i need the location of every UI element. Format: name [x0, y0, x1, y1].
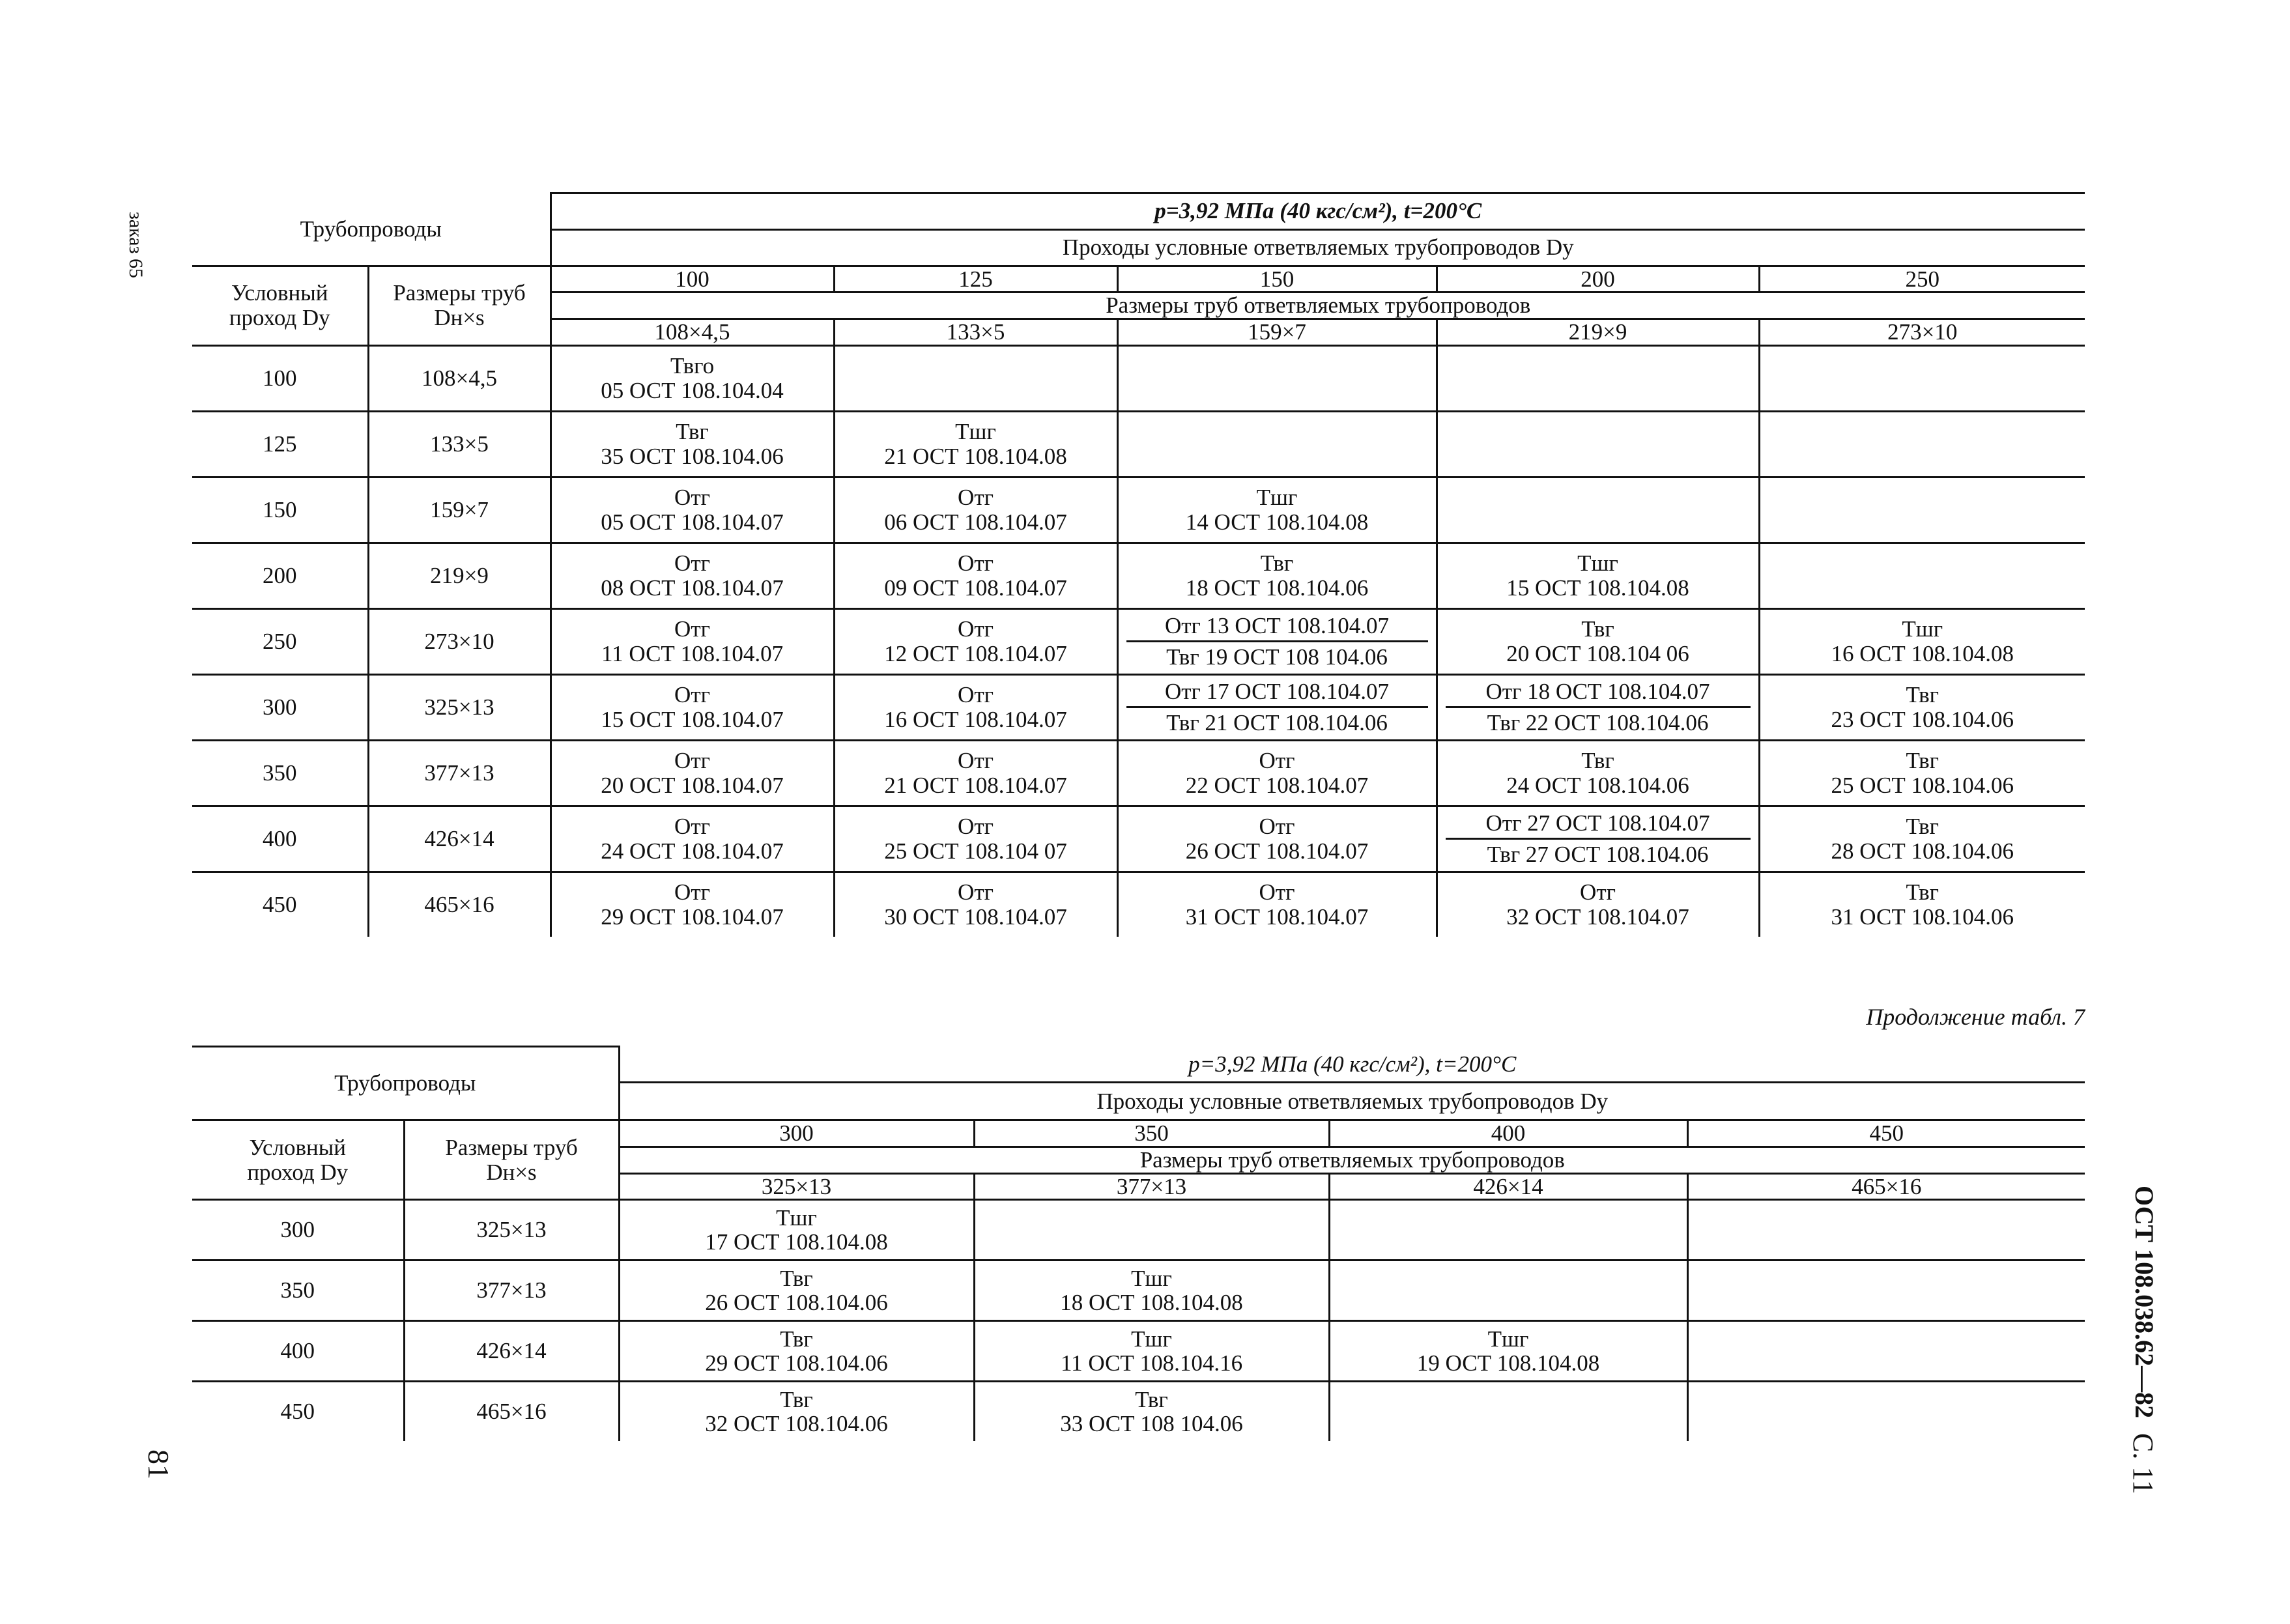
- fitting-split: [1126, 611, 1428, 673]
- fitting-standard: 31 ОСТ 108.104.07: [1185, 904, 1369, 930]
- fitting-standard: 26 ОСТ 108.104.07: [1185, 838, 1369, 864]
- row-nominal-pass: 400: [192, 806, 368, 872]
- fitting-type: Твг: [780, 1326, 813, 1352]
- fitting-type: Отг: [1259, 748, 1295, 774]
- fitting-standard: 19 ОСТ 108.104.08: [1416, 1350, 1600, 1376]
- row-pipe-size: 377×13: [368, 740, 551, 806]
- fitting-cell: [1329, 1321, 1687, 1382]
- table-2: [192, 1046, 2085, 1441]
- fitting-cell: [551, 674, 834, 740]
- row-nominal-pass: 450: [280, 1399, 315, 1425]
- fitting-cell: [1437, 740, 1759, 806]
- branch-passes-header: Проходы условные ответвляемых трубопроводов Dу: [551, 229, 2085, 266]
- fitting-cell: [619, 1382, 974, 1442]
- fitting-cell: [1759, 477, 2085, 543]
- fitting-variant: Отг 18 ОСТ 108.104.07: [1446, 677, 1751, 709]
- fitting-standard: 35 ОСТ 108.104.06: [601, 443, 784, 469]
- fitting-standard: 25 ОСТ 108.104 07: [884, 838, 1067, 864]
- fitting-type: Твг: [1906, 879, 1939, 905]
- table-row: [192, 608, 2085, 674]
- table-row: [192, 345, 2085, 411]
- nominal-pass-header: Условный проход Dу: [192, 266, 368, 345]
- fitting-entry: [1119, 748, 1436, 798]
- branch-size: 273×10: [1759, 319, 2085, 346]
- branch-sizes-header: Размеры труб ответвляемых трубопроводов: [619, 1147, 2085, 1173]
- fitting-standard: 16 ОСТ 108.104.08: [1831, 640, 2014, 666]
- fitting-cell: [1117, 345, 1437, 411]
- document-code: ОСТ 108.038.62—82: [2130, 1186, 2159, 1419]
- fitting-standard: 11 ОСТ 108.104.16: [1060, 1350, 1243, 1376]
- fitting-entry: [552, 748, 833, 798]
- fitting-entry: [835, 485, 1117, 535]
- table-row: [192, 543, 2085, 608]
- fitting-standard: 23 ОСТ 108.104.06: [1831, 706, 2014, 732]
- fitting-cell: [834, 608, 1117, 674]
- table-row: [192, 1321, 2085, 1382]
- row-pipe-size: 133×5: [368, 411, 551, 477]
- fitting-type: Твг: [1906, 748, 1939, 774]
- fitting-cell: [1687, 1261, 2085, 1321]
- fitting-cell: [551, 477, 834, 543]
- row-pipe-size: 108×4,5: [368, 345, 551, 411]
- branch-size: 159×7: [1117, 319, 1437, 346]
- fitting-entry: [620, 1388, 973, 1437]
- row-nominal-pass: 200: [192, 543, 368, 608]
- row-pipe-size: 219×9: [368, 543, 551, 608]
- fitting-type: Отг: [958, 485, 994, 511]
- fitting-entry: [835, 551, 1117, 601]
- branch-size: 133×5: [834, 319, 1117, 346]
- fitting-cell: [1437, 608, 1759, 674]
- fitting-cell: [1117, 740, 1437, 806]
- fitting-type: Отг: [674, 550, 710, 577]
- fitting-cell: [1329, 1261, 1687, 1321]
- fitting-type: Тшг: [1131, 1265, 1172, 1291]
- fitting-cell: [1117, 543, 1437, 608]
- fitting-type: Отг: [958, 814, 994, 840]
- fitting-entry: [1760, 748, 2085, 798]
- fitting-variant: Твг 27 ОСТ 108.104.06: [1487, 842, 1709, 868]
- fitting-cell: [834, 345, 1117, 411]
- fitting-type: Твг: [676, 419, 709, 445]
- fitting-entry: [552, 354, 833, 403]
- pipe-sizes-header: Размеры труб Dн×s: [404, 1120, 619, 1200]
- fitting-type: Твг: [1906, 682, 1939, 708]
- fitting-type: Тшг: [1902, 616, 1943, 642]
- fitting-variant: Отг 17 ОСТ 108.104.07: [1126, 677, 1428, 709]
- branch-dn: 125: [834, 266, 1117, 292]
- fitting-type: Твго: [670, 353, 715, 379]
- fitting-cell: [1117, 477, 1437, 543]
- fitting-cell: [551, 345, 834, 411]
- fitting-entry: [1119, 485, 1436, 535]
- fitting-standard: 29 ОСТ 108.104.06: [705, 1350, 888, 1376]
- fitting-type: Твг: [780, 1386, 813, 1412]
- fitting-type: Отг: [958, 879, 994, 905]
- fitting-entry: [552, 551, 833, 601]
- fitting-type: Отг: [674, 616, 710, 642]
- fitting-type: Твг: [780, 1265, 813, 1291]
- fitting-entry: [1330, 1327, 1687, 1376]
- fitting-standard: 26 ОСТ 108.104.06: [705, 1290, 888, 1316]
- fitting-cell: [1687, 1382, 2085, 1442]
- fitting-type: Твг: [1906, 814, 1939, 840]
- fitting-cell: [1117, 411, 1437, 477]
- fitting-type: Тшг: [1487, 1326, 1529, 1352]
- pipelines-header: Трубопроводы: [192, 193, 551, 266]
- fitting-variant: Твг 21 ОСТ 108.104.06: [1166, 710, 1388, 736]
- table-row: [192, 411, 2085, 477]
- fitting-standard: 18 ОСТ 108.104.08: [1060, 1290, 1243, 1316]
- fitting-cell: [1329, 1200, 1687, 1261]
- row-pipe-size: 325×13: [368, 674, 551, 740]
- fitting-cell: [1437, 345, 1759, 411]
- fitting-standard: 32 ОСТ 108.104.07: [1506, 904, 1689, 930]
- fitting-cell: [834, 543, 1117, 608]
- fitting-cell: [1759, 345, 2085, 411]
- table-row: [192, 1261, 2085, 1321]
- fitting-type: Тшг: [1577, 550, 1618, 577]
- branch-dn: 200: [1437, 266, 1759, 292]
- pipe-sizes-header: Размеры труб Dн×s: [368, 266, 551, 345]
- row-pipe-size: 159×7: [368, 477, 551, 543]
- branch-size: 465×16: [1687, 1173, 2085, 1200]
- fitting-standard: 18 ОСТ 108.104.06: [1185, 575, 1369, 601]
- fitting-cell: [1437, 674, 1759, 740]
- fitting-entry: [1438, 748, 1758, 798]
- branch-dn: 400: [1329, 1120, 1687, 1147]
- branch-size: 426×14: [1329, 1173, 1687, 1200]
- fitting-cell: [1759, 872, 2085, 937]
- fitting-entry: [1438, 880, 1758, 930]
- fitting-type: Тшг: [955, 419, 996, 445]
- fitting-cell: [834, 674, 1117, 740]
- fitting-cell: [1117, 806, 1437, 872]
- page-label: С. 11: [2127, 1433, 2159, 1494]
- row-pipe-size: 273×10: [368, 608, 551, 674]
- fitting-cell: [974, 1382, 1329, 1442]
- fitting-entry: [620, 1327, 973, 1376]
- fitting-split: [1446, 808, 1751, 870]
- fitting-cell: [834, 411, 1117, 477]
- fitting-cell: [1117, 872, 1437, 937]
- fitting-cell: [1687, 1321, 2085, 1382]
- fitting-standard: 33 ОСТ 108 104.06: [1060, 1411, 1243, 1437]
- fitting-cell: [1687, 1200, 2085, 1261]
- fitting-cell: [619, 1261, 974, 1321]
- fitting-standard: 28 ОСТ 108.104.06: [1831, 838, 2014, 864]
- fitting-cell: [619, 1200, 974, 1261]
- fitting-type: Отг: [1580, 879, 1616, 905]
- fitting-cell: [834, 806, 1117, 872]
- fitting-standard: 31 ОСТ 108.104.06: [1831, 904, 2014, 930]
- fitting-type: Отг: [674, 748, 710, 774]
- fitting-entry: [552, 683, 833, 732]
- fitting-type: Твг: [1581, 616, 1614, 642]
- fitting-entry: [835, 683, 1117, 732]
- nominal-pass-header: Условный проход Dу: [192, 1120, 404, 1200]
- fitting-entry: [835, 880, 1117, 930]
- fitting-standard: 30 ОСТ 108.104.07: [884, 904, 1067, 930]
- branch-dn: 250: [1759, 266, 2085, 292]
- fitting-cell: [974, 1321, 1329, 1382]
- row-pipe-size: 325×13: [404, 1200, 619, 1261]
- fitting-type: Отг: [958, 748, 994, 774]
- fitting-type: Отг: [958, 550, 994, 577]
- fitting-entry: [1760, 617, 2085, 666]
- fitting-type: Тшг: [1131, 1326, 1172, 1352]
- fitting-entry: [552, 485, 833, 535]
- fitting-type: Твг: [1581, 748, 1614, 774]
- fitting-type: Тшг: [776, 1204, 817, 1231]
- branch-sizes-header: Размеры труб ответвляемых трубопроводов: [551, 292, 2085, 319]
- fitting-standard: 06 ОСТ 108.104.07: [884, 509, 1067, 535]
- fitting-standard: 15 ОСТ 108.104.07: [601, 706, 784, 732]
- fitting-standard: 05 ОСТ 108.104.07: [601, 509, 784, 535]
- fitting-cell: [619, 1321, 974, 1382]
- fitting-standard: 05 ОСТ 108.104.04: [601, 377, 784, 403]
- fitting-type: Отг: [674, 814, 710, 840]
- fitting-cell: [1329, 1382, 1687, 1442]
- table-row: [192, 872, 2085, 937]
- fitting-cell: [834, 477, 1117, 543]
- fitting-standard: 20 ОСТ 108.104 06: [1506, 640, 1689, 666]
- fitting-standard: 09 ОСТ 108.104.07: [884, 575, 1067, 601]
- fitting-cell: [1437, 411, 1759, 477]
- fitting-entry: [975, 1388, 1328, 1437]
- fitting-cell: [1117, 674, 1437, 740]
- pipelines-header: Трубопроводы: [192, 1047, 619, 1120]
- fitting-cell: [1437, 477, 1759, 543]
- fitting-type: Отг: [1259, 879, 1295, 905]
- fitting-entry: [620, 1206, 973, 1255]
- parameters-line: p=3,92 МПа (40 кгс/см²), t=200°C: [619, 1047, 2085, 1083]
- row-pipe-size: 377×13: [404, 1261, 619, 1321]
- fitting-standard: 32 ОСТ 108.104.06: [705, 1411, 888, 1437]
- table-row: [192, 674, 2085, 740]
- table-row: [192, 806, 2085, 872]
- fitting-type: Отг: [674, 879, 710, 905]
- parameters-line: p=3,92 МПа (40 кгс/см²), t=200°C: [551, 193, 2085, 230]
- fitting-variant: Отг 13 ОСТ 108.104.07: [1126, 611, 1428, 643]
- fitting-entry: [1760, 683, 2085, 732]
- fitting-cell: [974, 1261, 1329, 1321]
- table-1: [192, 192, 2085, 937]
- row-pipe-size: 426×14: [404, 1321, 619, 1382]
- fitting-standard: 14 ОСТ 108.104.08: [1185, 509, 1369, 535]
- fitting-cell: [551, 872, 834, 937]
- fitting-cell: [1117, 608, 1437, 674]
- continuation-label: Продолжение табл. 7: [1866, 1004, 2085, 1030]
- table-row: [192, 1200, 2085, 1261]
- fitting-cell: [1759, 740, 2085, 806]
- fitting-cell: [834, 872, 1117, 937]
- fitting-type: Отг: [1259, 814, 1295, 840]
- fitting-entry: [835, 748, 1117, 798]
- row-pipe-size: 426×14: [368, 806, 551, 872]
- fitting-cell: [1759, 411, 2085, 477]
- fitting-standard: 08 ОСТ 108.104.07: [601, 575, 784, 601]
- fitting-entry: [835, 617, 1117, 666]
- fitting-entry: [552, 814, 833, 864]
- branch-size: 377×13: [974, 1173, 1329, 1200]
- fitting-entry: [1760, 814, 2085, 864]
- fitting-cell: [551, 411, 834, 477]
- fitting-cell: [551, 806, 834, 872]
- fitting-entry: [835, 814, 1117, 864]
- fitting-entry: [835, 420, 1117, 469]
- row-nominal-pass: 150: [192, 477, 368, 543]
- fitting-type: Твг: [1135, 1386, 1168, 1412]
- fitting-standard: 17 ОСТ 108.104.08: [705, 1229, 888, 1255]
- row-nominal-pass: 100: [192, 345, 368, 411]
- row-nominal-pass: 300: [192, 1200, 404, 1261]
- fitting-cell: [1437, 806, 1759, 872]
- row-nominal-pass: 250: [192, 608, 368, 674]
- row-nominal-pass: 350: [192, 1261, 404, 1321]
- fitting-standard: 25 ОСТ 108.104.06: [1831, 772, 2014, 798]
- fitting-type: Отг: [674, 485, 710, 511]
- fitting-standard: 20 ОСТ 108.104.07: [601, 772, 784, 798]
- fitting-variant: Твг 22 ОСТ 108.104.06: [1487, 710, 1709, 736]
- fitting-cell: [834, 740, 1117, 806]
- fitting-standard: 24 ОСТ 108.104.06: [1506, 772, 1689, 798]
- fitting-cell: [551, 608, 834, 674]
- fitting-entry: [552, 880, 833, 930]
- fitting-entry: [1119, 814, 1436, 864]
- fitting-standard: 29 ОСТ 108.104.07: [601, 904, 784, 930]
- table-row: [192, 740, 2085, 806]
- row-pipe-size: 465×16: [368, 872, 551, 937]
- fitting-type: Отг: [958, 616, 994, 642]
- fitting-type: Твг: [1260, 550, 1294, 577]
- fitting-cell: [1759, 674, 2085, 740]
- row-nominal-pass: 350: [192, 740, 368, 806]
- fitting-split: [1446, 677, 1751, 739]
- fitting-entry: [552, 617, 833, 666]
- fitting-cell: [1437, 872, 1759, 937]
- branch-size: 325×13: [619, 1173, 974, 1200]
- order-code: заказ 65: [125, 212, 147, 278]
- fitting-cell: [1437, 543, 1759, 608]
- fitting-standard: 22 ОСТ 108.104.07: [1185, 772, 1369, 798]
- branch-dn: 100: [551, 266, 834, 292]
- branch-size: 108×4,5: [551, 319, 834, 346]
- fitting-cell: [1759, 543, 2085, 608]
- fitting-entry: [620, 1266, 973, 1316]
- fitting-entry: [1119, 880, 1436, 930]
- fitting-entry: [975, 1266, 1328, 1316]
- branch-passes-header: Проходы условные ответвляемых трубопроводов Dу: [619, 1083, 2085, 1120]
- fitting-standard: 15 ОСТ 108.104.08: [1506, 575, 1689, 601]
- fitting-standard: 16 ОСТ 108.104.07: [884, 706, 1067, 732]
- table-row: [192, 477, 2085, 543]
- fitting-variant: Отг 27 ОСТ 108.104.07: [1446, 808, 1751, 840]
- fitting-entry: [1438, 617, 1758, 666]
- row-nominal-pass: 125: [192, 411, 368, 477]
- branch-dn: 350: [974, 1120, 1329, 1147]
- fitting-type: Отг: [958, 682, 994, 708]
- fitting-entry: [1760, 880, 2085, 930]
- fitting-type: Отг: [674, 682, 710, 708]
- page-number: 81: [142, 1449, 175, 1479]
- branch-size: 219×9: [1437, 319, 1759, 346]
- fitting-entry: [1119, 551, 1436, 601]
- fitting-cell: [1759, 608, 2085, 674]
- fitting-split: [1126, 677, 1428, 739]
- fitting-type: Тшг: [1256, 485, 1298, 511]
- fitting-cell: [551, 740, 834, 806]
- branch-dn: 300: [619, 1120, 974, 1147]
- row-nominal-pass: 450: [263, 891, 297, 917]
- fitting-standard: 11 ОСТ 108.104.07: [601, 640, 784, 666]
- branch-dn: 450: [1687, 1120, 2085, 1147]
- fitting-cell: [551, 543, 834, 608]
- fitting-cell: [1759, 806, 2085, 872]
- fitting-entry: [1438, 551, 1758, 601]
- fitting-variant: Твг 19 ОСТ 108 104.06: [1166, 644, 1388, 670]
- fitting-entry: [552, 420, 833, 469]
- row-nominal-pass: 400: [192, 1321, 404, 1382]
- table-row: [192, 1382, 2085, 1442]
- branch-dn: 150: [1117, 266, 1437, 292]
- row-nominal-pass: 300: [192, 674, 368, 740]
- fitting-entry: [975, 1327, 1328, 1376]
- fitting-standard: 12 ОСТ 108.104.07: [884, 640, 1067, 666]
- fitting-standard: 21 ОСТ 108.104.07: [884, 772, 1067, 798]
- fitting-standard: 21 ОСТ 108.104.08: [884, 443, 1067, 469]
- row-pipe-size: 465×16: [404, 1382, 619, 1442]
- fitting-cell: [974, 1200, 1329, 1261]
- fitting-standard: 24 ОСТ 108.104.07: [601, 838, 784, 864]
